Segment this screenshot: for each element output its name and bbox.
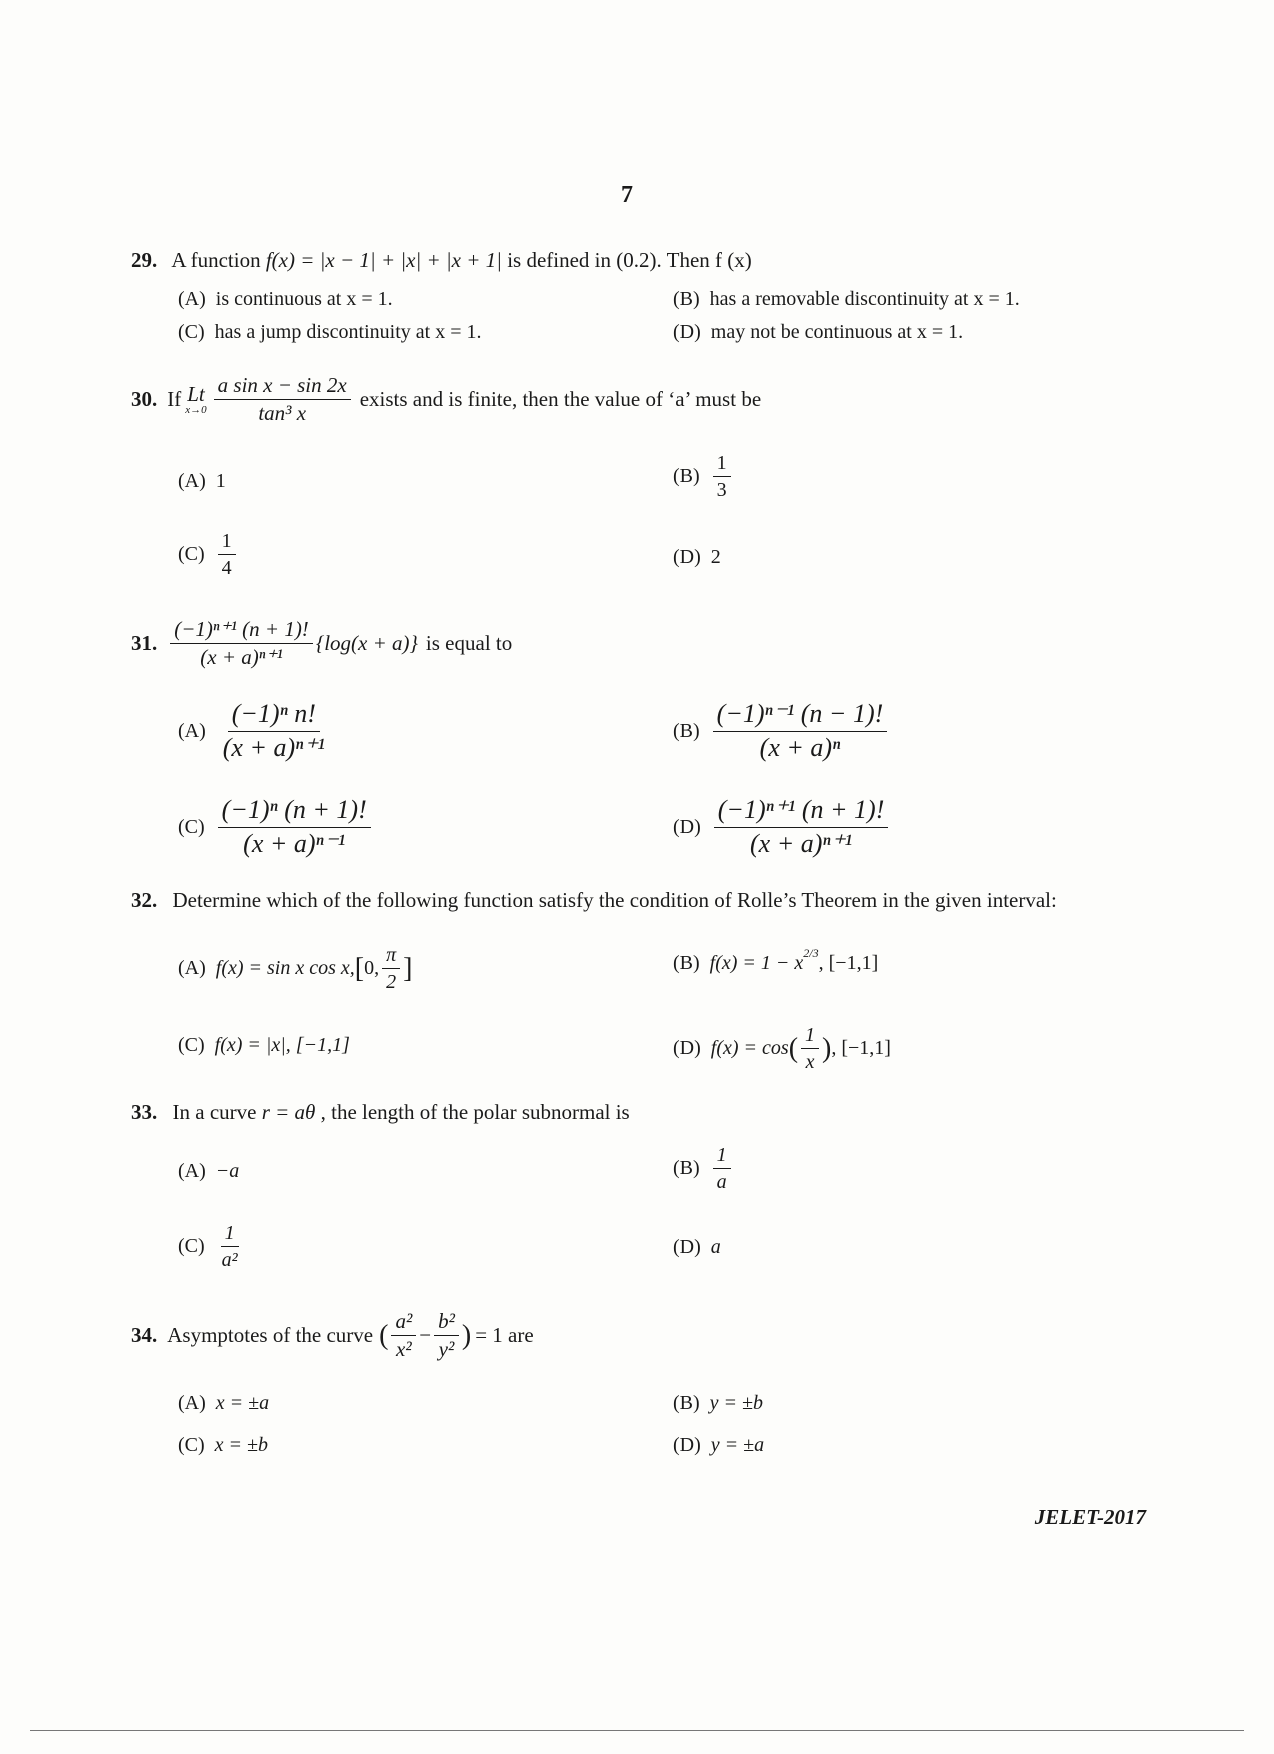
fraction-denominator: x	[805, 1051, 815, 1073]
option-label: (B)	[673, 288, 700, 310]
question-number: 34.	[131, 1323, 158, 1348]
exam-footer: JELET-2017	[1034, 1505, 1146, 1529]
question-stem-tail: = 1 are	[475, 1323, 534, 1348]
limit-operator	[185, 381, 207, 416]
option-b[interactable]	[673, 700, 890, 762]
question-33	[131, 1100, 1174, 1125]
option-label: (A)	[178, 470, 206, 492]
option-text: x = ±a	[215, 1392, 270, 1414]
fraction-numerator: (−1)ⁿ⁻¹ (n − 1)!	[713, 700, 888, 732]
option-fraction	[713, 1144, 731, 1193]
option-d[interactable]	[673, 1236, 721, 1259]
option-label: (A)	[178, 719, 206, 742]
question-30	[131, 374, 1174, 425]
fraction-denominator: (x + a)ⁿ⁺¹	[222, 732, 325, 762]
term-fraction	[434, 1310, 459, 1361]
option-label: (D)	[673, 1236, 701, 1258]
fraction-numerator: 1	[218, 530, 236, 555]
option-text: y = ±a	[710, 1434, 765, 1456]
question-32	[131, 888, 1174, 913]
option-d[interactable]	[673, 796, 891, 858]
option-fraction	[713, 452, 731, 501]
option-label: (A)	[178, 957, 206, 979]
option-b[interactable]	[673, 1392, 763, 1415]
option-c[interactable]	[178, 1434, 268, 1457]
option-text: −a	[215, 1160, 240, 1182]
fraction-denominator: (x + a)ⁿ⁻¹	[243, 828, 346, 858]
question-stem: In a curve	[172, 1100, 257, 1124]
option-label: (A)	[178, 1392, 206, 1414]
question-stem: A function	[171, 248, 261, 272]
option-label: (D)	[673, 1037, 701, 1059]
question-number: 29.	[131, 248, 158, 272]
interval: , [−1,1]	[831, 1037, 891, 1059]
option-c[interactable]	[178, 321, 481, 344]
fraction-numerator: a sin x − sin 2x	[214, 374, 351, 400]
option-a[interactable]	[178, 944, 412, 993]
option-fraction	[218, 796, 371, 858]
left-bracket: [	[354, 952, 365, 984]
fraction-numerator: (−1)ⁿ⁺¹ (n + 1)!	[714, 796, 889, 828]
fraction-numerator: 1	[221, 1222, 239, 1247]
fraction-denominator: 3	[716, 479, 727, 501]
option-label: (C)	[178, 1434, 205, 1456]
function-expression: f(x) = |x − 1| + |x| + |x + 1|	[265, 248, 502, 272]
option-fraction	[219, 700, 329, 762]
fraction-numerator: 1	[713, 1144, 731, 1169]
right-paren: )	[461, 1319, 472, 1351]
fraction-numerator: a²	[391, 1310, 416, 1336]
fraction-denominator: a	[716, 1171, 727, 1193]
option-d[interactable]	[673, 546, 721, 569]
fraction-denominator: (x + a)ⁿ⁺¹	[750, 828, 853, 858]
option-text: f(x) = 1 − x	[709, 952, 804, 974]
page-number: 7	[621, 182, 633, 208]
option-label: (B)	[673, 1392, 700, 1414]
option-c[interactable]	[178, 1034, 350, 1057]
question-stem-tail: , the length of the polar subnormal is	[320, 1100, 630, 1124]
option-label: (C)	[178, 1235, 205, 1257]
fraction-denominator: x²	[396, 1337, 412, 1362]
option-c[interactable]	[178, 796, 374, 858]
option-label: (D)	[673, 815, 701, 838]
fraction-denominator: (x + a)ⁿ⁺¹	[200, 645, 283, 670]
question-number: 30.	[131, 387, 158, 412]
option-label: (C)	[178, 321, 205, 343]
bottom-rule	[30, 1730, 1244, 1731]
curve-equation: r = aθ	[261, 1100, 316, 1124]
option-d[interactable]	[673, 1434, 764, 1457]
fraction-numerator: 1	[713, 452, 731, 477]
option-label: (B)	[673, 1157, 700, 1179]
option-text: f(x) = sin x cos x,	[215, 957, 355, 979]
question-number: 33.	[131, 1100, 158, 1124]
exponent: 2/3	[803, 946, 819, 960]
option-text: f(x) = cos	[710, 1037, 789, 1059]
option-fraction	[382, 944, 400, 993]
option-fraction	[218, 530, 236, 579]
option-fraction	[218, 1222, 242, 1271]
fraction-numerator: (−1)ⁿ n!	[228, 700, 320, 732]
option-text: 2	[710, 546, 721, 568]
question-stem: Determine which of the following function satisfy the condition of Rolle’s Theorem in the given interval:	[172, 888, 1057, 912]
option-text: y = ±b	[709, 1392, 764, 1414]
question-29	[131, 248, 1174, 273]
option-a[interactable]	[178, 1392, 269, 1415]
fraction-numerator: b²	[434, 1310, 459, 1336]
option-text: a	[710, 1236, 721, 1258]
question-stem: If	[167, 387, 182, 412]
option-c[interactable]	[178, 1222, 245, 1271]
option-text: 1	[215, 470, 226, 492]
option-label: (A)	[178, 288, 206, 310]
derivative-operator	[170, 618, 313, 669]
option-label: (C)	[178, 543, 205, 565]
question-number: 32.	[131, 888, 158, 912]
option-a[interactable]	[178, 700, 332, 762]
fraction-denominator: (x + a)ⁿ	[759, 732, 841, 762]
option-label: (D)	[673, 546, 701, 568]
option-text: f(x) = |x|, [−1,1]	[214, 1034, 350, 1056]
left-paren: (	[788, 1032, 799, 1064]
option-a[interactable]	[178, 1160, 239, 1183]
option-label: (B)	[673, 465, 700, 487]
question-stem: Asymptotes of the curve	[167, 1323, 374, 1348]
option-text: has a removable discontinuity at x = 1.	[709, 288, 1020, 310]
option-text: may not be continuous at x = 1.	[710, 321, 964, 343]
fraction-denominator: 2	[386, 971, 397, 993]
interval-start: 0,	[364, 957, 380, 979]
fraction-numerator: (−1)ⁿ (n + 1)!	[218, 796, 371, 828]
question-stem-tail: is defined in (0.2). Then f (x)	[507, 248, 752, 272]
left-paren: (	[379, 1319, 389, 1351]
option-label: (B)	[673, 952, 700, 974]
fraction-numerator: (−1)ⁿ⁺¹ (n + 1)!	[170, 618, 313, 644]
option-label: (D)	[673, 1434, 701, 1456]
option-fraction	[714, 796, 889, 858]
option-fraction	[801, 1024, 819, 1073]
option-a[interactable]	[178, 470, 226, 493]
option-fraction	[713, 700, 888, 762]
option-a[interactable]	[178, 288, 393, 311]
fraction-denominator: 4	[221, 557, 232, 579]
question-stem-tail: is equal to	[425, 631, 513, 656]
right-paren: )	[822, 1032, 832, 1064]
option-label: (C)	[178, 1034, 205, 1056]
question-number: 31.	[131, 631, 158, 656]
question-31	[131, 618, 1174, 669]
term-fraction	[391, 1310, 416, 1361]
fraction-denominator: tan³ x	[258, 401, 307, 426]
right-bracket: ]	[403, 952, 413, 984]
option-b[interactable]	[673, 452, 734, 501]
fraction-denominator: a²	[221, 1249, 238, 1271]
option-c[interactable]	[178, 530, 239, 579]
option-d[interactable]	[673, 321, 963, 344]
limit-subscript: x→0	[185, 403, 207, 416]
option-b[interactable]	[673, 1144, 734, 1193]
option-d[interactable]	[673, 1024, 891, 1073]
limit-symbol: Lt	[187, 381, 205, 406]
option-label: (B)	[673, 719, 700, 742]
option-label: (A)	[178, 1160, 206, 1182]
option-b[interactable]	[673, 946, 879, 975]
option-text: x = ±b	[214, 1434, 269, 1456]
question-34	[131, 1310, 1174, 1361]
option-label: (C)	[178, 815, 205, 838]
option-label: (D)	[673, 321, 701, 343]
interval: , [−1,1]	[818, 952, 879, 974]
option-text: has a jump discontinuity at x = 1.	[214, 321, 482, 343]
derivative-expression: {log(x + a)}	[315, 631, 418, 656]
option-b[interactable]	[673, 288, 1020, 311]
fraction-denominator: y²	[438, 1337, 455, 1362]
fraction-numerator: π	[382, 944, 400, 969]
minus-sign: −	[419, 1323, 432, 1348]
option-text: is continuous at x = 1.	[215, 288, 393, 310]
fraction-numerator: 1	[801, 1024, 819, 1049]
limit-fraction	[214, 374, 351, 425]
question-stem-tail: exists and is finite, then the value of ‘a’ must be	[359, 387, 762, 412]
